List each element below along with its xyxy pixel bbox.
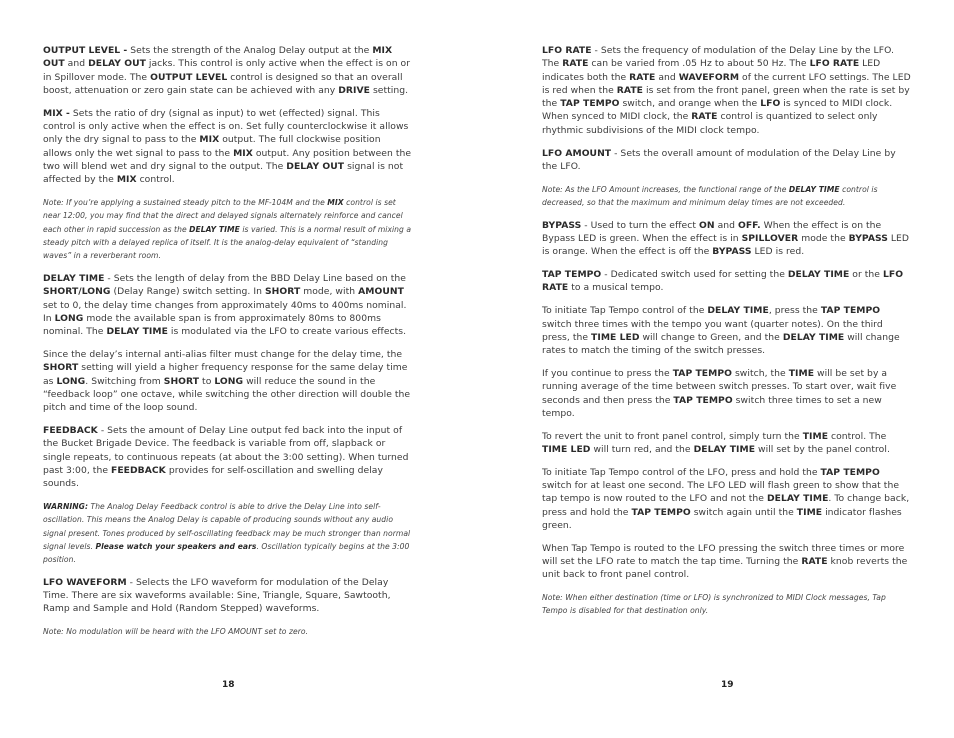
bold-term: LFO RATE (542, 45, 592, 56)
bold-term: TIME LED (591, 331, 640, 343)
bold-term: WAVEFORM (678, 71, 740, 83)
body-paragraph (542, 44, 911, 137)
bold-term: Please watch your speakers and ears (95, 541, 257, 551)
text-run: switch three times with the tempo you want (quarter notes). On the third press, the (542, 318, 883, 343)
bold-term: AMOUNT (358, 286, 404, 298)
text-run: - Used to turn the effect (581, 219, 699, 231)
text-run: will change rates to match the timing of the switch presses. (542, 331, 900, 357)
text-run: - Selects the LFO waveform for modulation of the Delay Time. There are six waveforms available: Sine, Triangle, Square, Sawtooth, Ramp and Sample and Hold (Random Stepped) waveforms. (43, 576, 391, 615)
bold-term: TIME (788, 367, 815, 379)
text-run: Note: No modulation will be heard with the LFO AMOUNT set to zero. (43, 627, 309, 637)
body-paragraph (43, 424, 412, 490)
note-paragraph (43, 196, 412, 262)
bold-term: WARNING: (43, 501, 89, 511)
text-run: LED is red. (751, 246, 805, 258)
body-paragraph (542, 268, 911, 295)
text-run: When Tap Tempo is routed to the LFO pressing the switch three times or more will set the LFO rate to match the tap time. Turning the (542, 542, 905, 567)
text-run: LED is orange. When the effect is off the (542, 233, 910, 258)
bold-term: RATE (629, 71, 656, 83)
text-run: - Sets the frequency of modulation of the Delay Line by the LFO. The (542, 45, 894, 70)
bold-term: BYPASS (542, 219, 582, 231)
bold-term: BYPASS (848, 233, 888, 245)
note-paragraph (43, 500, 412, 566)
left-page-text-column (43, 44, 412, 648)
text-run: mode the available span is from approximately 80ms to 800ms nominal. The (43, 312, 381, 338)
bold-term: MIX (327, 197, 344, 207)
left-page-number: 18 (222, 680, 235, 690)
text-run: control. The (828, 430, 887, 442)
note-paragraph (43, 625, 412, 638)
text-run: - Sets the length of delay from the BBD Delay Line based on the (104, 272, 406, 284)
text-run: switch again until the (690, 506, 797, 518)
text-run: (Delay Range) switch setting. In (110, 286, 265, 298)
bold-term: RATE (616, 84, 643, 96)
text-run: switch, the (731, 367, 789, 379)
body-paragraph (542, 542, 911, 582)
bold-term: RATE (562, 58, 589, 70)
text-run: - Dedicated switch used for setting the (601, 269, 788, 281)
bold-term: TAP TEMPO (820, 466, 880, 478)
bold-term: LONG (214, 375, 244, 387)
bold-term: MIX (116, 174, 137, 186)
text-run: will be set by a running average of the time between switch presses. To start over, wait five seconds and then press the (542, 367, 897, 406)
bold-term: SHORT (163, 375, 200, 387)
right-page-number: 19 (721, 680, 734, 690)
text-run: To initiate Tap Tempo control of the LFO, press and hold the (542, 466, 821, 478)
bold-term: MIX OUT (43, 45, 393, 70)
text-run: . To change back, press and hold the (542, 493, 910, 518)
text-run: or the (849, 269, 883, 281)
bold-term: LFO (760, 98, 781, 110)
bold-term: SHORT/LONG (43, 286, 111, 298)
bold-term: ON (698, 219, 715, 231)
bold-term: TAP TEMPO (672, 367, 732, 379)
text-run: and (714, 219, 738, 231)
bold-term: DELAY TIME (788, 184, 840, 194)
body-paragraph (43, 107, 412, 187)
note-paragraph (542, 183, 911, 210)
body-paragraph (542, 219, 911, 259)
text-run: mode the (798, 233, 849, 245)
bold-term: TIME (796, 506, 823, 518)
body-paragraph (542, 430, 911, 457)
text-run: indicator flashes green. (542, 506, 902, 531)
bold-term: MIX (199, 134, 220, 146)
text-run: output. The full clockwise position allows only the wet signal to pass to the (43, 134, 381, 159)
text-run: provides for self-oscillation and swelling delay sounds. (43, 464, 383, 490)
bold-term: TIME LED (542, 443, 591, 455)
bold-term: LFO RATE (542, 269, 904, 294)
text-run: control is set near 12:00, you may find that the direct and delayed signals alternately reinforce and cancel each other in rapid succession as the (43, 197, 403, 234)
bold-term: LFO AMOUNT (542, 147, 612, 159)
body-paragraph (43, 272, 412, 338)
bold-term: OUTPUT LEVEL (150, 71, 228, 83)
text-run: is varied. This is a normal result of mixing a steady pitch with a delayed replica of itself. It is the analog-delay equivalent of “standing waves” in a reverberant room. (43, 224, 412, 261)
text-run: Since the delay’s internal anti-alias filter must change for the delay time, the (43, 348, 403, 360)
text-run: knob reverts the unit back to front panel control. (542, 556, 908, 581)
bold-term: TAP TEMPO (560, 98, 620, 110)
text-run: output. Any position between the two will blend wet and dry signal to the output. The (43, 147, 412, 172)
bold-term: SPILLOVER (741, 233, 799, 245)
text-run: If you continue to press the (542, 367, 673, 379)
text-run: control. (136, 174, 175, 186)
text-run: - Sets the overall amount of modulation of the Delay Line by the LFO. (542, 147, 896, 172)
text-run: The Analog Delay Feedback control is able to drive the Delay Line into self-oscillation. This means the Analog Delay is capable of producing sounds without any audio signal present. Tones produced by self-oscillating feedback may be much stronger than normal signal levels. (43, 501, 411, 551)
text-run: switch three times to set a new tempo. (542, 394, 882, 419)
text-run: mode, with (300, 286, 359, 298)
right-page (477, 0, 954, 738)
bold-term: DELAY OUT (286, 160, 345, 172)
text-run: and (655, 71, 679, 83)
text-run: Sets the strength of the Analog Delay output at the (127, 45, 373, 56)
bold-term: TAP TEMPO (820, 305, 881, 317)
bold-term: RATE (801, 556, 828, 567)
bold-term: DELAY OUT (88, 58, 146, 70)
text-run: Note: As the LFO Amount increases, the functional range of the (542, 184, 789, 194)
text-run: is modulated via the LFO to create various effects. (167, 326, 407, 338)
text-run: Note: When either destination (time or LFO) is synchronized to MIDI Clock messages, Tap Tempo is disabled for that destination only. (542, 593, 886, 616)
bold-term: DELAY TIME (787, 269, 850, 281)
bold-term: DELAY TIME (766, 493, 829, 505)
text-run: control is decreased, so that the maximum and minimum delay times are not exceeded. (542, 184, 878, 207)
text-run: and (64, 58, 89, 70)
bold-term: LFO WAVEFORM (43, 576, 127, 588)
text-run: Sets the ratio of dry (signal as input) to wet (effected) signal. This control is only active when the effect is on. Set fully counterclockwise it allows only the dry signal to pass to the (43, 107, 409, 146)
bold-term: TIME (802, 430, 829, 442)
bold-term: TAP TEMPO (542, 269, 602, 281)
bold-term: SHORT (264, 286, 301, 298)
body-paragraph (43, 576, 412, 616)
text-run: setting. (369, 84, 409, 96)
text-run: switch, and orange when the (619, 98, 761, 110)
text-run: can be varied from .05 Hz to about 50 Hz. The (588, 58, 810, 70)
text-run: signal is not affected by the (43, 160, 404, 186)
body-paragraph (542, 147, 911, 174)
text-run: To revert the unit to front panel control, simply turn the (542, 430, 803, 442)
bold-term: DELAY TIME (43, 272, 105, 284)
body-paragraph (542, 466, 911, 532)
bold-term: SHORT (43, 362, 79, 374)
bold-term: DRIVE (338, 84, 370, 96)
text-run: will set by the panel control. (755, 443, 890, 455)
text-run: will change to Green, and the (639, 331, 783, 343)
text-run: will turn red, and the (590, 443, 694, 455)
text-run: to a musical tempo. (568, 282, 664, 294)
text-run: , press the (768, 305, 821, 317)
text-run: jacks. This control is only active when the effect is on or in Spillover mode. The (43, 58, 411, 83)
text-run: LED indicates both the (542, 58, 881, 83)
bold-term: FEEDBACK (43, 424, 98, 436)
bold-term: TAP TEMPO (673, 394, 733, 406)
text-run: To initiate Tap Tempo control of the (542, 305, 708, 317)
bold-term: BYPASS (712, 246, 752, 258)
text-run: is synced to MIDI clock. When synced to MIDI clock, the (542, 98, 893, 123)
bold-term: OUTPUT LEVEL - (43, 45, 128, 56)
bold-term: OFF. (737, 219, 761, 231)
text-run: . Oscillation typically begins at the 3:00 position. (43, 541, 410, 565)
bold-term: DELAY TIME (693, 443, 756, 455)
bold-term: MIX (233, 147, 253, 159)
bold-term: DELAY TIME (707, 305, 769, 317)
text-run: . Switching from (85, 375, 164, 387)
bold-term: TAP TEMPO (631, 506, 691, 518)
bold-term: LONG (56, 375, 86, 387)
text-run: When the effect is on the Bypass LED is green. When the effect is in (542, 219, 882, 245)
bold-term: LFO RATE (809, 58, 860, 70)
bold-term: DELAY TIME (106, 326, 168, 338)
bold-term: RATE (691, 111, 718, 123)
body-paragraph (542, 367, 911, 420)
text-run: will reduce the sound in the “feedback loop” one octave, while switching the other direction will double the pitch and time of the loop sound. (43, 375, 411, 414)
body-paragraph (542, 304, 911, 357)
text-run: control is quantized to select only rhythmic subdivisions of the MIDI clock tempo. (542, 111, 878, 136)
body-paragraph (43, 348, 412, 414)
text-run: is set from the front panel, green when the rate is set by the (542, 84, 910, 110)
note-paragraph (542, 591, 911, 618)
text-run: setting will yield a higher frequency response for the same delay time as (43, 362, 408, 387)
text-run: of the current LFO settings. The LED is red when the (542, 71, 911, 96)
text-run: control is designed so that an overall boost, attenuation or zero gain state can be achieved with any (43, 71, 403, 96)
body-paragraph (43, 44, 412, 97)
text-run: - Sets the amount of Delay Line output fed back into the input of the Bucket Brigade Device. The feedback is variable from off, slapback or single repeats, to continuous repeats (at about the 3:00 setting). When turned past 3:00, the (43, 424, 409, 476)
text-run: to (199, 375, 215, 387)
bold-term: MIX - (43, 107, 70, 119)
bold-term: LONG (54, 312, 84, 324)
right-page-text-column (542, 44, 911, 627)
bold-term: DELAY TIME (189, 224, 240, 234)
text-run: set to 0, the delay time changes from approximately 40ms to 400ms nominal. In (43, 299, 407, 324)
text-run: Note: If you’re applying a sustained steady pitch to the MF-104M and the (43, 197, 328, 207)
text-run: switch for at least one second. The LFO LED will flash green to show that the tap tempo is now routed to the LFO and not the (542, 480, 900, 505)
bold-term: DELAY TIME (782, 331, 845, 343)
bold-term: FEEDBACK (111, 464, 166, 476)
